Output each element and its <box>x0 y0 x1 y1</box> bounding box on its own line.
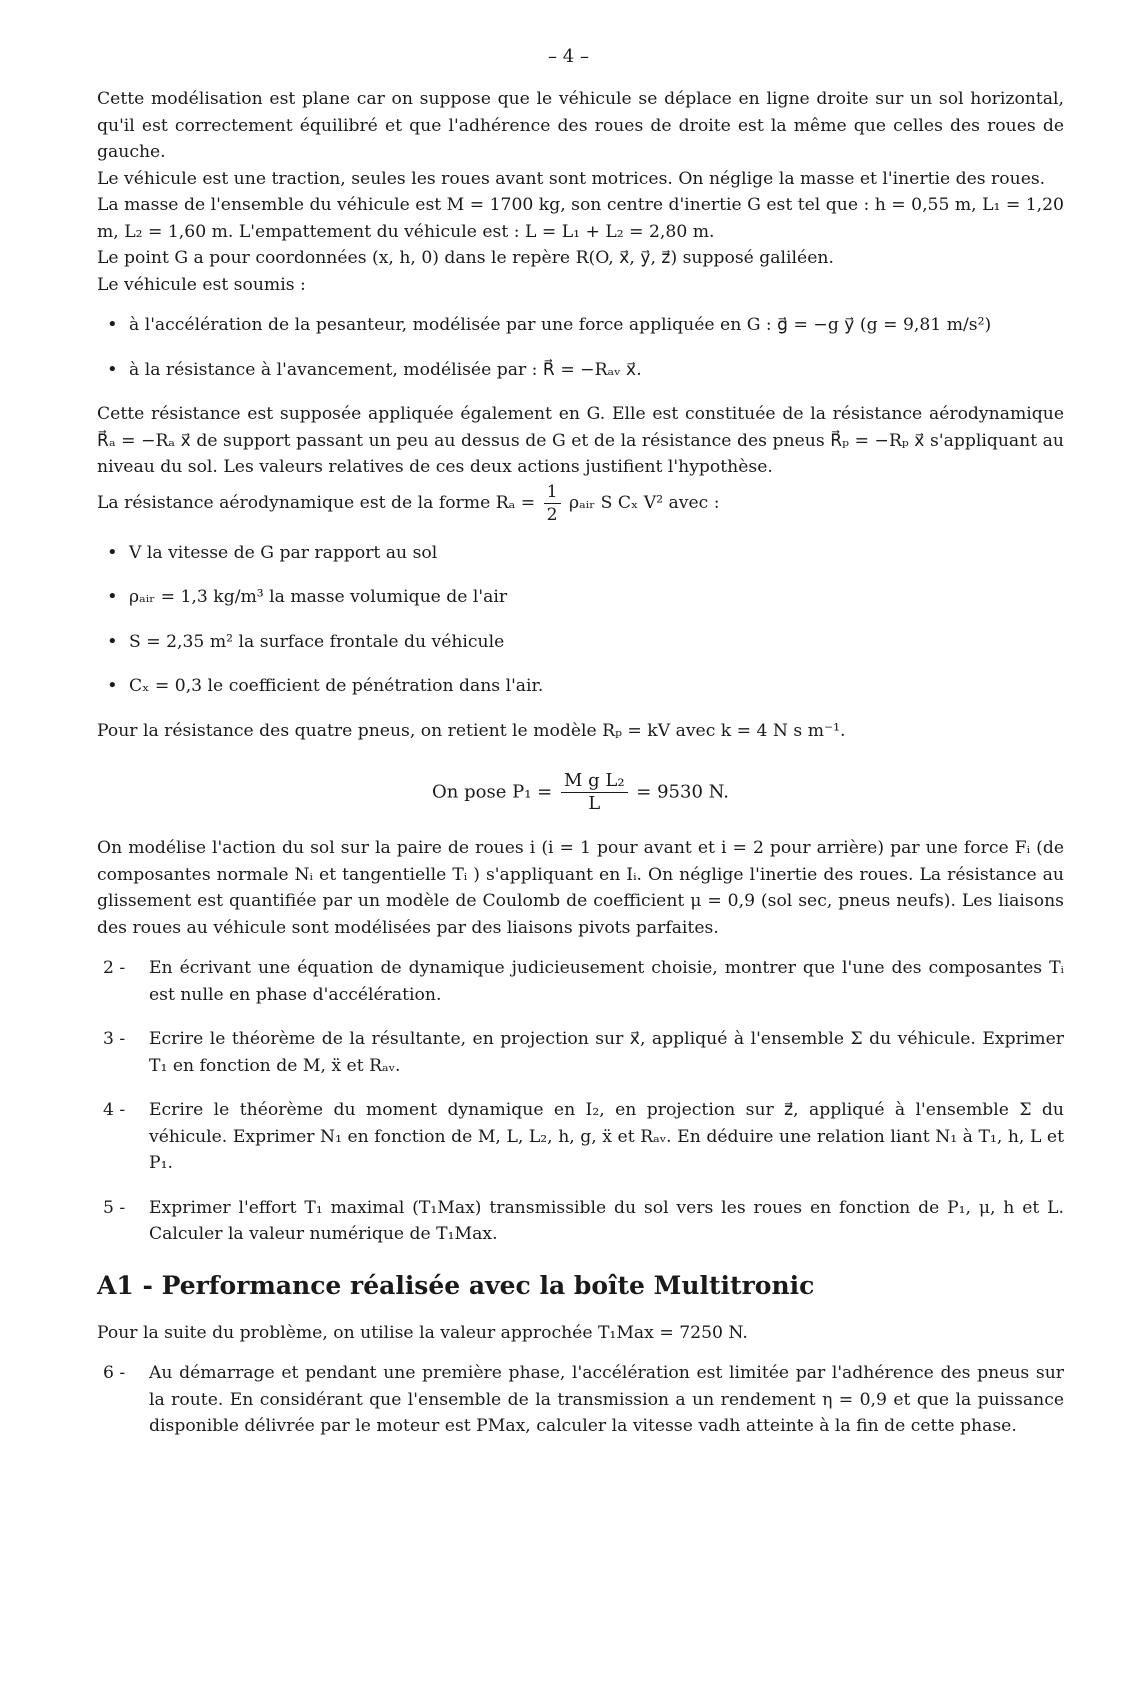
question-item <box>97 1195 1064 1248</box>
section-title: A1 - Performance réalisée avec la boîte Multitronic <box>97 1270 815 1300</box>
question-item <box>97 1097 1064 1177</box>
pose-num: M g L₂ <box>561 770 628 793</box>
pose-before: On pose P₁ = <box>432 781 553 803</box>
question-text: En écrivant une équation de dynamique judicieusement choisie, montrer que l'une des composantes Tᵢ est nulle en phase d'accélération. <box>149 958 1064 1005</box>
question-text: Au démarrage et pendant une première phase, l'accélération est limitée par l'adhérence des pneus sur la route. En considérant que l'ensemble de la transmission a un rendement η = 0,9 et que la puissance disponible délivrée par le moteur est PMax, calculer la vitesse vadh atteinte à la fin de cette phase. <box>149 1363 1064 1436</box>
section-intro: Pour la suite du problème, on utilise la valeur approchée T₁Max = 7250 N. <box>97 1322 748 1343</box>
forces-list <box>97 312 1064 383</box>
aero-frac-num: 1 <box>544 481 561 504</box>
tyre-paragraph: Pour la résistance des quatre pneus, on retient le modèle Rₚ = kV avec k = 4 N s m⁻¹. <box>97 720 846 741</box>
page-number: – 4 – <box>548 46 589 67</box>
aero-params-list <box>97 540 1064 700</box>
question-number: 4 - <box>103 1100 126 1120</box>
question-item <box>97 1026 1064 1079</box>
list-item: • ρₐᵢᵣ = 1,3 kg/m³ la masse volumique de l'air <box>129 584 1064 611</box>
pose-after: = 9530 N. <box>636 781 729 803</box>
question-number: 5 - <box>103 1197 126 1218</box>
question-number: 6 - <box>103 1363 126 1383</box>
intro-paragraph-2: Le véhicule est une traction, seules les roues avant sont motrices. On néglige la masse et l'inertie des roues. <box>97 168 1046 189</box>
intro-paragraph-4: Le point G a pour coordonnées (x, h, 0) dans le repère R(O, x⃗, y⃗, z⃗) supposé galiléen. <box>97 248 834 268</box>
question-item <box>97 955 1064 1008</box>
list-item: • Cₓ = 0,3 le coefficient de pénétration dans l'air. <box>129 673 1064 700</box>
list-item: • à la résistance à l'avancement, modélisée par : R⃗ = −Rₐᵥ x⃗. <box>129 357 1064 384</box>
aero-text-after: ρₐᵢᵣ S Cₓ V² avec : <box>569 492 720 513</box>
ground-paragraph: On modélise l'action du sol sur la paire de roues i (i = 1 pour avant et i = 2 pour arrière) par une force Fᵢ (de composantes normale Nᵢ et tangentielle Tᵢ ) s'appliquant en Iᵢ. On néglige l'inertie des roues. La résistance au glissement est quantifiée par un modèle de Coulomb de coefficient μ = 0,9 (sol sec, pneus neufs). Les liaisons des roues au véhicule sont modélisées par des liaisons pivots parfaites. <box>97 838 1064 938</box>
question-number: 2 - <box>103 958 126 978</box>
pose-den: L <box>588 793 601 814</box>
page-content <box>97 86 1064 1458</box>
question-item <box>97 1360 1064 1440</box>
question-text: Ecrire le théorème de la résultante, en projection sur x⃗, appliqué à l'ensemble Σ du véhicule. Exprimer T₁ en fonction de M, ẍ et Rₐᵥ. <box>149 1029 1064 1076</box>
intro-paragraph-1: Cette modélisation est plane car on suppose que le véhicule se déplace en ligne droite sur un sol horizontal, qu'il est correctement équilibré et que l'adhérence des roues de droite est la même que celles des roues de gauche. <box>97 89 1064 162</box>
question-text: Exprimer l'effort T₁ maximal (T₁Max) transmissible du sol vers les roues en fonction de P₁, μ, h et L. Calculer la valeur numérique de T₁Max. <box>149 1197 1064 1244</box>
list-item: • à l'accélération de la pesanteur, modélisée par une force appliquée en G : g⃗ = −g y⃗ (g = 9,81 m/s²) <box>129 312 1064 339</box>
aero-formula-line <box>97 481 1064 526</box>
aero-text-before: La résistance aérodynamique est de la forme Rₐ = <box>97 492 536 513</box>
intro-paragraph-5: Le véhicule est soumis : <box>97 274 306 295</box>
aero-frac-den: 2 <box>546 504 558 525</box>
resistance-paragraph: Cette résistance est supposée appliquée également en G. Elle est constituée de la résistance aérodynamique R⃗ₐ = −Rₐ x⃗ de support passant un peu au dessus de G et de la résistance des pneus R⃗ₚ = −Rₚ x⃗ s'appliquant au niveau du sol. Les valeurs relatives de ces deux actions justifient l'hypothèse. <box>97 404 1064 477</box>
question-number: 3 - <box>103 1029 126 1049</box>
question-text: Ecrire le théorème du moment dynamique en I₂, en projection sur z⃗, appliqué à l'ensemble Σ du véhicule. Exprimer N₁ en fonction de M, L, L₂, h, g, ẍ et Rₐᵥ. En déduire une relation liant N₁ à T₁, h, L et P₁. <box>149 1100 1064 1173</box>
pose-formula <box>97 770 1064 815</box>
questions-list-2 <box>97 1360 1064 1440</box>
list-item: • S = 2,35 m² la surface frontale du véhicule <box>129 629 1064 656</box>
questions-list <box>97 955 1064 1248</box>
pose-fraction <box>561 770 628 815</box>
aero-fraction <box>544 481 561 526</box>
intro-paragraph-3: La masse de l'ensemble du véhicule est M = 1700 kg, son centre d'inertie G est tel que : h = 0,55 m, L₁ = 1,20 m, L₂ = 1,60 m. L'empattement du véhicule est : L = L₁ + L₂ = 2,80 m. <box>97 195 1064 242</box>
list-item: • V la vitesse de G par rapport au sol <box>129 540 1064 567</box>
